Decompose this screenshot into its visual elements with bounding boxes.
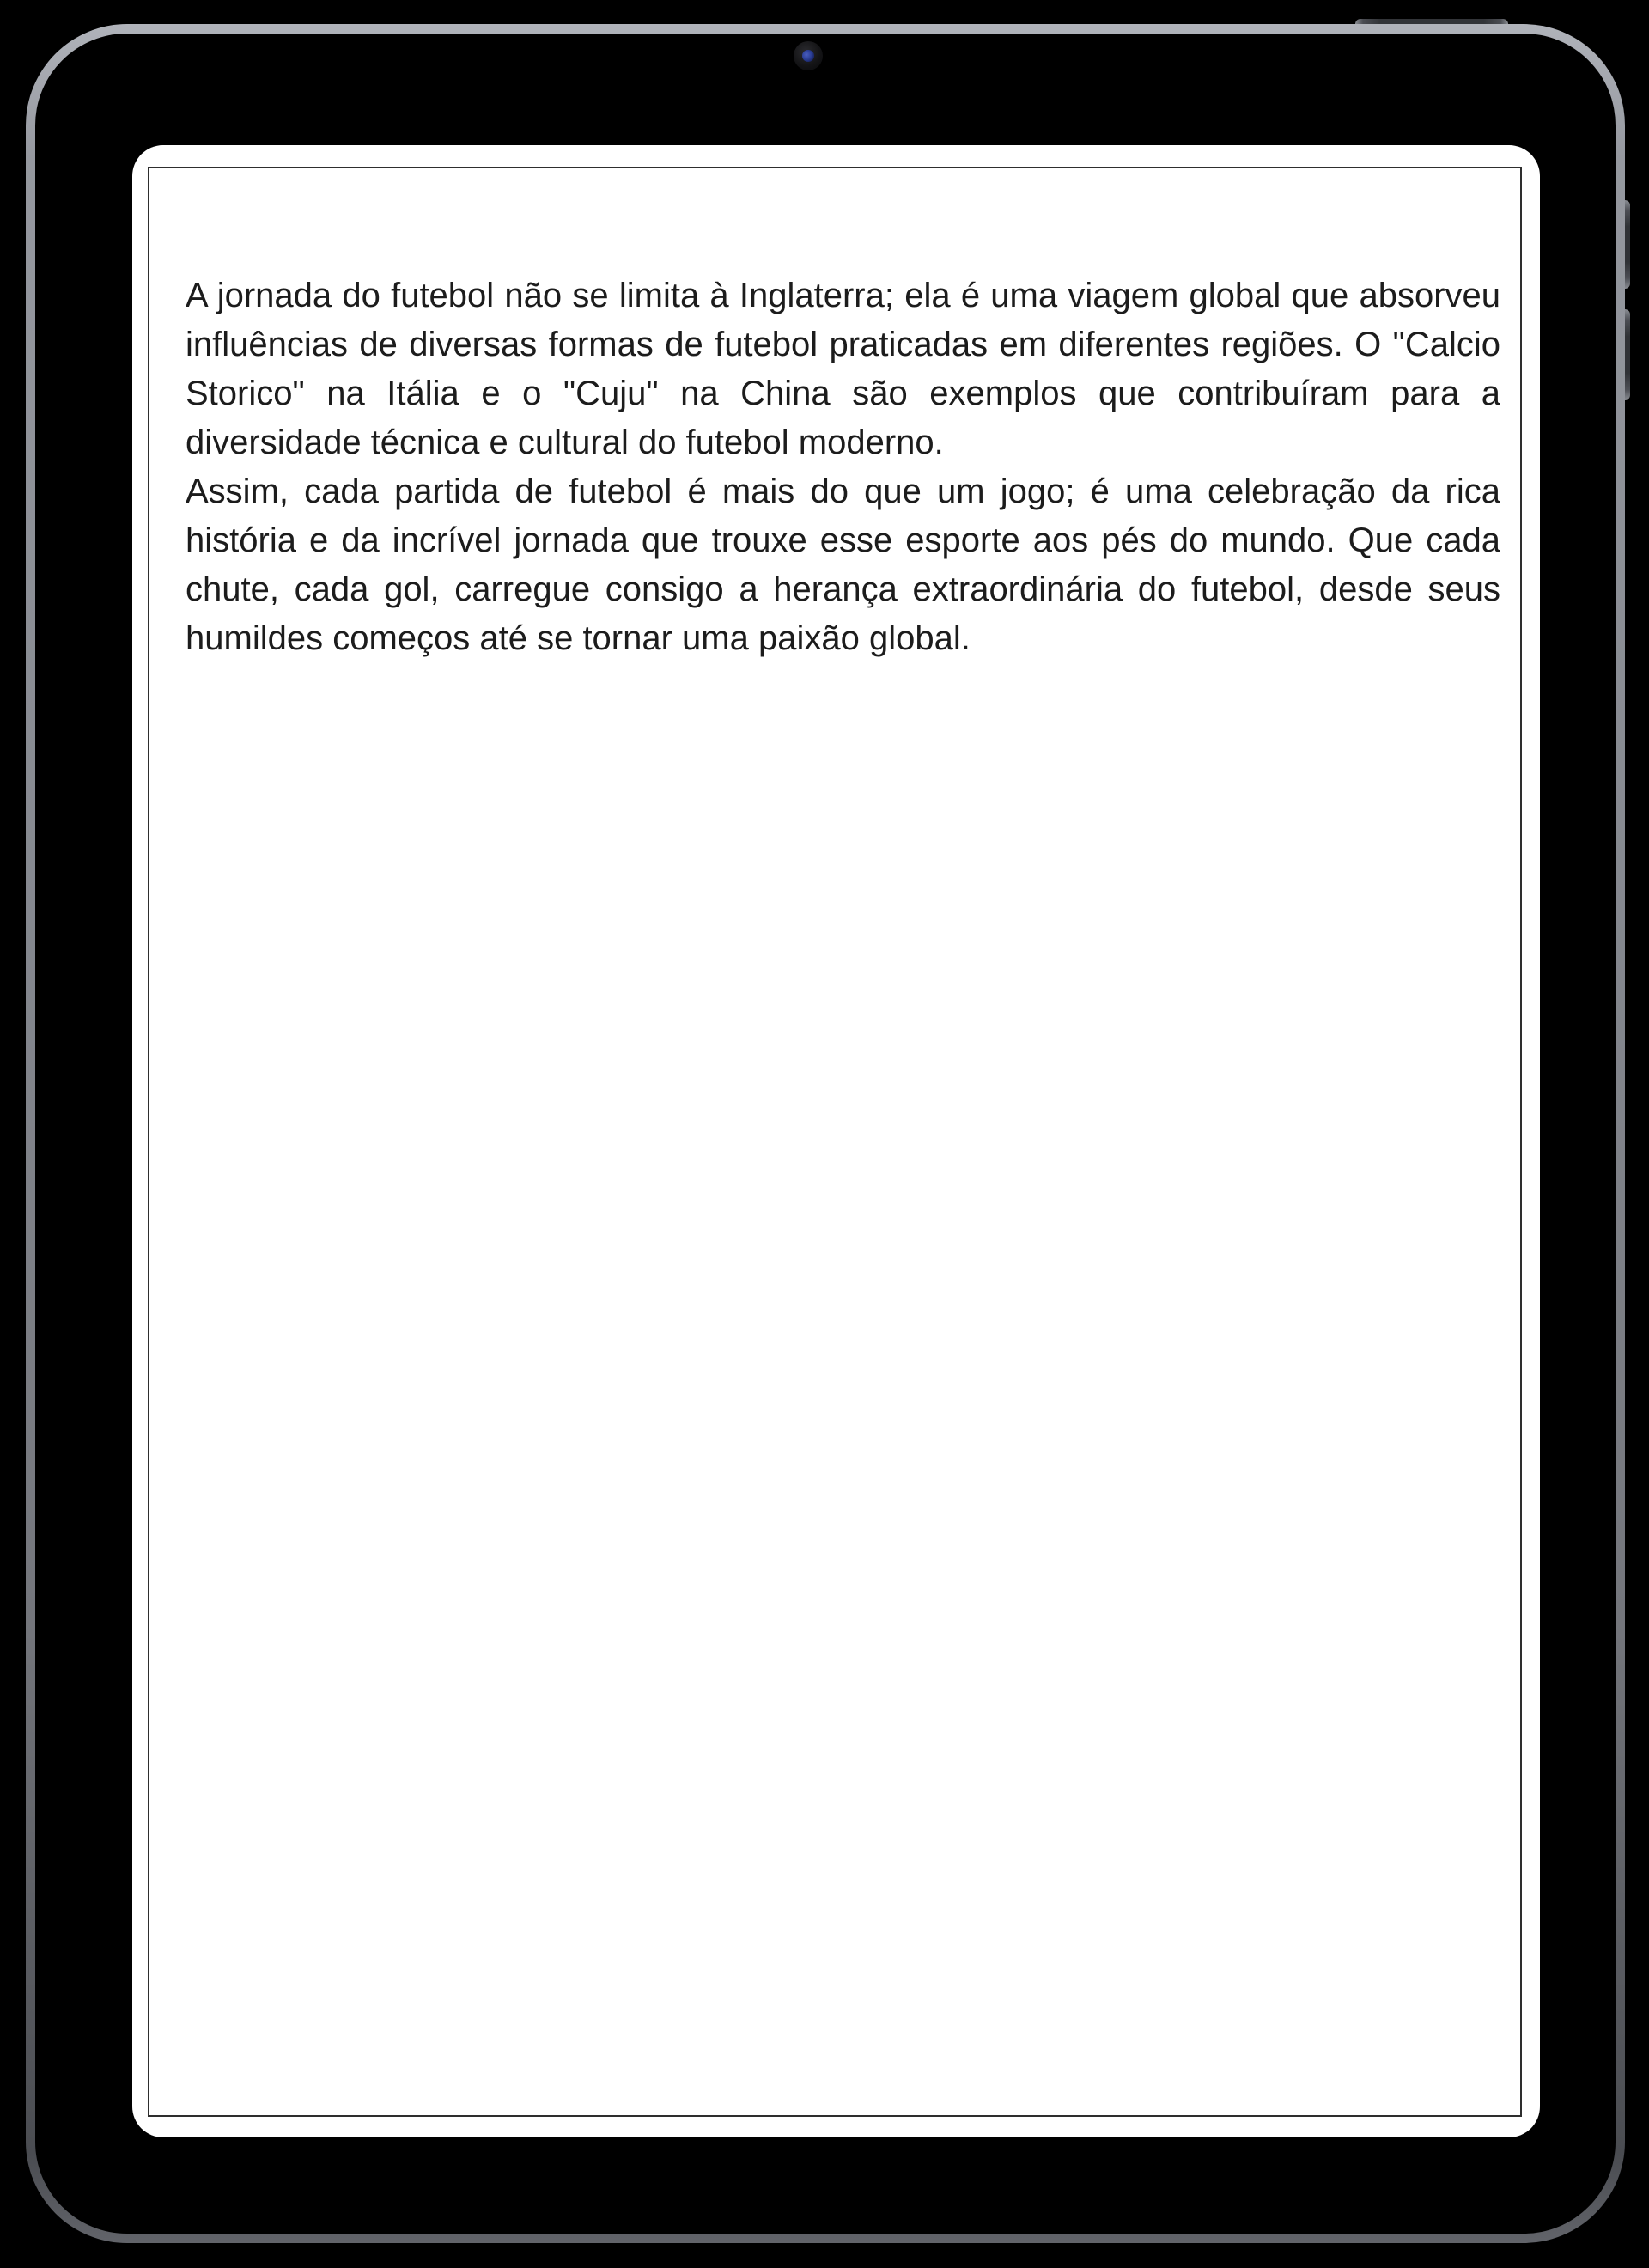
paragraph-2: Assim, cada partida de futebol é mais do que um jogo; é uma celebração da rica história e da incrível jornada que trouxe esse esporte aos pés do mundo. Que cada chute, cada gol, carregue consigo a herança extraordinária do futebol, desde seus humildes começos até se tornar uma paixão global. — [186, 472, 1500, 657]
tablet-screen — [132, 145, 1540, 2137]
camera-lens-icon — [802, 50, 814, 62]
document-text — [186, 271, 1500, 663]
tablet-bezel — [35, 34, 1616, 2234]
front-camera-icon — [794, 41, 823, 70]
tablet-device — [26, 24, 1625, 2243]
document-page — [148, 167, 1522, 2117]
paragraph-1: A jornada do futebol não se limita à Inglaterra; ela é uma viagem global que absorveu influências de diversas formas de futebol praticadas em diferentes regiões. O "Calcio Storico" na Itália e o "Cuju" na China são exemplos que contribuíram para a diversidade técnica e cultural do futebol moderno. — [186, 277, 1500, 461]
